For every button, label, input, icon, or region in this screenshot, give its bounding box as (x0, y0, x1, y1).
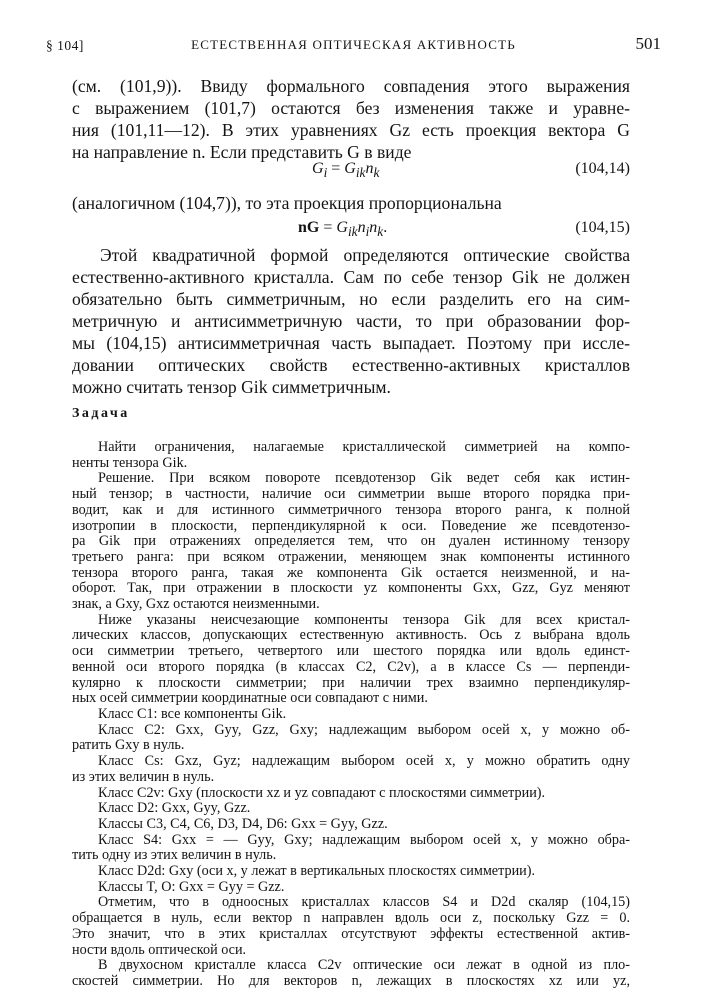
problem-line: Отметим, что в одноосных кристаллах классов S4 и D2d скаляр (104,15) (98, 894, 630, 910)
problem-line: оборот. Так, при отражении в плоскости yz компоненты Gxx, Gzz, Gyz меняют (72, 580, 630, 596)
problem-line: Класс C1: все компоненты Gik. (98, 706, 287, 722)
problem-line: Классы C3, C4, C6, D3, D4, D6: Gxx = Gyy, Gzz. (98, 816, 388, 832)
text-line: (аналогичном (104,7)), то эта проекция пропорциональна (72, 193, 502, 213)
problem-line: Класс Cs: Gxz, Gyz; надлежащим выбором осей x, y можно обратить одну (98, 753, 630, 769)
problem-line: В двухосном кристалле класса C2v оптические оси лежат в одной из пло- (98, 957, 630, 973)
problem-line: ра Gik при отражениях определяется тем, что он дуален истинному тензору (72, 533, 630, 549)
problem-line: ный тензор; в частности, наличие оси симметрии выше второго порядка при- (72, 486, 630, 502)
problem-line: Решение. При всяком повороте псевдотензор Gik ведет себя как истин- (98, 470, 630, 486)
problem-line: ратить Gxy в нуль. (72, 737, 185, 753)
text-line: мы (104,15) антисимметричная часть выпадает. Поэтому при иссле- (72, 333, 630, 353)
problem-line: тить одну из этих величин в нуль. (72, 847, 277, 863)
problem-line: третьего ранга: при всяком отражении, меняющем знак компоненты истинного (72, 549, 630, 565)
text-line: с выражением (101,7) остаются без изменения также и уравне- (72, 98, 630, 118)
problem-line: Это значит, что в этих кристаллах отсутствуют эффекты естественной актив- (72, 926, 630, 942)
text-line: Этой квадратичной формой определяются оптические свойства (100, 245, 630, 265)
equation-number: (104,15) (575, 219, 630, 236)
problem-line: Найти ограничения, налагаемые кристаллической симметрией на компо- (98, 439, 630, 455)
problem-line: кулярно к плоскости симметрии; при наличии трех взаимно перпендикуляр- (72, 675, 630, 691)
problem-line: из этих величин в нуль. (72, 769, 215, 785)
problem-line: ных осей симметрии координатные оси совпадают с ними. (72, 690, 428, 706)
running-header (46, 34, 661, 56)
problem-line: Класс C2: Gxx, Gyy, Gzz, Gxy; надлежащим выбором осей x, y можно об- (98, 722, 630, 738)
text-line: естественно-активного кристалла. Сам по себе тензор Gik не должен (72, 267, 630, 287)
running-title: ЕСТЕСТВЕННАЯ ОПТИЧЕСКАЯ АКТИВНОСТЬ (191, 37, 516, 52)
problem-line: ности вдоль оптической оси. (72, 942, 247, 958)
problem-line: обращается в нуль, если вектор n направлен вдоль оси z, поскольку Gzz = 0. (72, 910, 630, 926)
problem-line: водит, как и для истинного симметричного тензора второго ранга, к полной (72, 502, 630, 518)
problem-heading: Задача (72, 406, 130, 421)
problem-line: ненты тензора Gik. (72, 455, 188, 471)
problem-line: Класс S4: Gxx = — Gyy, Gxy; надлежащим выбором осей x, y можно обра- (98, 832, 630, 848)
equation-body: nG = $G_{ik}n_in_k$. (298, 219, 388, 240)
text-line: можно считать тензор Gik симметричным. (72, 377, 391, 397)
problem-line: Класс C2v: Gxy (плоскости xz и yz совпадают с плоскостями симметрии). (98, 785, 546, 801)
equation-number: (104,14) (575, 160, 630, 177)
problem-line: Класс D2d: Gxy (оси x, y лежат в вертикальных плоскостях симметрии). (98, 863, 536, 879)
problem-line: лических классов, допускающих естественную активность. Ось z выбрана вдоль (72, 627, 630, 643)
problem-line: знак, а Gxy, Gxz остаются неизменными. (72, 596, 320, 612)
text-line: (см. (101,9)). Ввиду формального совпадения этого выражения (72, 76, 630, 96)
text-line: ния (101,11—12). В этих уравнениях Gz есть проекция вектора G (72, 120, 630, 140)
problem-line: Ниже указаны неисчезающие компоненты тензора Gik для всех кристал- (98, 612, 630, 628)
equation-body: $G_i = G_{ik}n_k$ (312, 160, 380, 181)
problem-line: скостей симметрии. Но для векторов n, лежащих в плоскостях xz или yz, (72, 973, 630, 989)
text-line: метричную и антисимметричную части, то при образовании фор- (72, 311, 630, 331)
text-line: довании оптических свойств естественно-активных кристаллов (72, 355, 630, 375)
text-line: на направление n. Если представить G в виде (72, 142, 412, 162)
section-marker: § 104] (46, 38, 84, 53)
problem-line: Класс D2: Gxx, Gyy, Gzz. (98, 800, 251, 816)
problem-line: тензора второго ранга, такая же компонента Gik остается неизменной, и на- (72, 565, 630, 581)
problem-line: венной оси второго порядка (в классах C2, C2v), а в классе Cs — перпенди- (72, 659, 630, 675)
problem-line: оси симметрии третьего, четвертого или шестого порядка или вдоль единст- (72, 643, 630, 659)
problem-line: Классы T, O: Gxx = Gyy = Gzz. (98, 879, 285, 895)
page-number: 501 (635, 34, 661, 53)
problem-line: изотропии в плоскости, перпендикулярной к оси. Поведение же псевдотензо- (72, 518, 630, 534)
text-line: обязательно быть симметричным, но если разделить его на сим- (72, 289, 630, 309)
